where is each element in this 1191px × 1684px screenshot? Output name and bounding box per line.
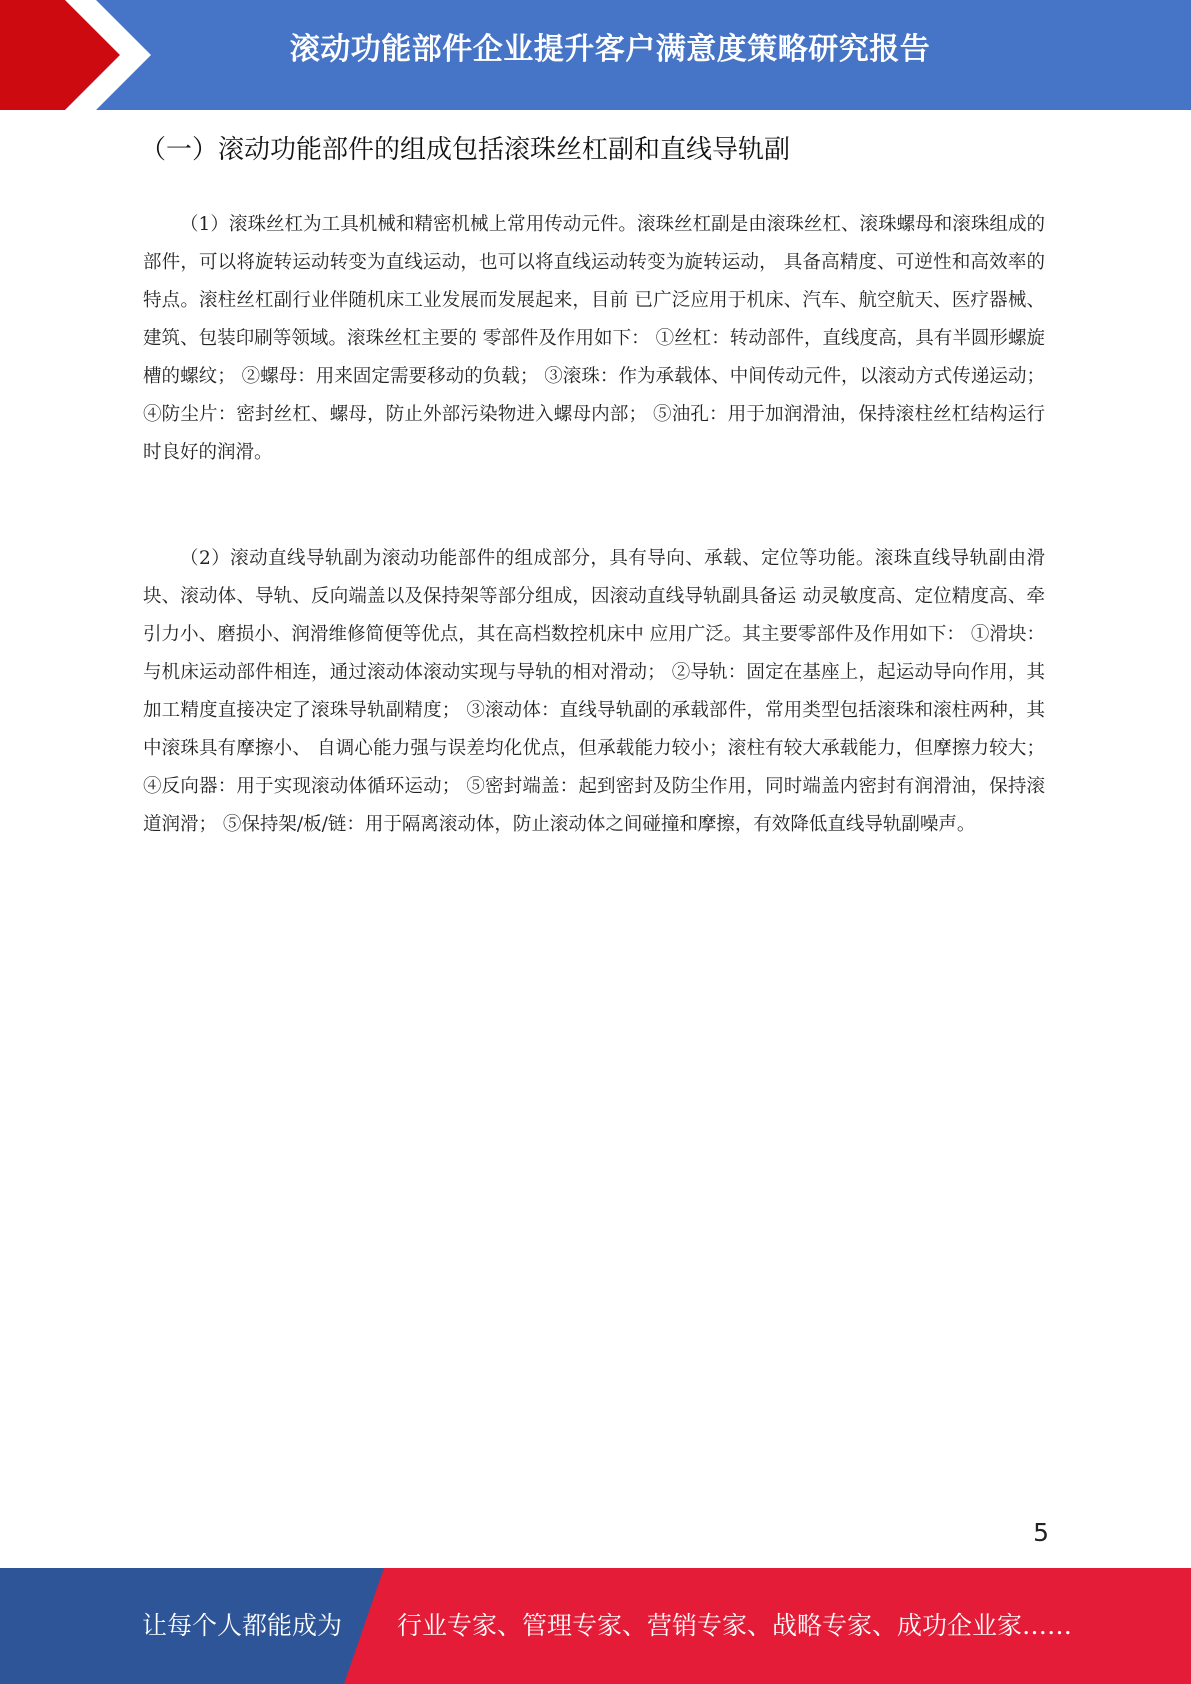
header-arrow-decoration: [0, 0, 160, 110]
paragraph-linear-guide: （2）滚动直线导轨副为滚动功能部件的组成部分，具有导向、承载、定位等功能。滚珠直线导轨副由滑块、滚动体、导轨、反向端盖以及保持架等部分组成，因滚动直线导轨副具备运 动灵敏度高、定位精度高、牵引力小、磨损小、润滑维修简便等优点，其在高档数控机床中 应用广泛。其主要零部件及作用如下： ①滑块：与机床运动部件相连，通过滚动体滚动实现与导轨的相对滑动； ②导轨：固定在基座上，起运动导向作用，其加工精度直接决定了滚珠导轨副精度； ③滚动体：直线导轨副的承载部件，常用类型包括滚珠和滚柱两种，其中滚珠具有摩擦小、 自调心能力强与误差均化优点，但承载能力较小；滚柱有较大承载能力，但摩擦力较大； ④反向器：用于实现滚动体循环运动； ⑤密封端盖：起到密封及防尘作用，同时端盖内密封有润滑油，保持滚道润滑； ⑤保持架/板/链：用于隔离滚动体，防止滚动体之间碰撞和摩擦，有效降低直线导轨副噪声。: [143, 548, 1045, 835]
paragraph-ball-screw: （1）滚珠丝杠为工具机械和精密机械上常用传动元件。滚珠丝杠副是由滚珠丝杠、滚珠螺母和滚珠组成的部件，可以将旋转运动转变为直线运动，也可以将直线运动转变为旋转运动， 具备高精度、可逆性和高效率的特点。滚柱丝杠副行业伴随机床工业发展而发展起来，目前 已广泛应用于机床、汽车、航空航天、医疗器械、建筑、包装印刷等领域。滚珠丝杠主要的 零部件及作用如下： ①丝杠：转动部件，直线度高，具有半圆形螺旋槽的螺纹； ②螺母：用来固定需要移动的负载； ③滚珠：作为承载体、中间传动元件，以滚动方式传递运动； ④防尘片：密封丝杠、螺母，防止外部污染物进入螺母内部； ⑤油孔：用于加润滑油，保持滚柱丝杠结构运行时良好的润滑。: [143, 214, 1045, 463]
section-heading: （一）滚动功能部件的组成包括滚珠丝杠副和直线导轨副: [140, 135, 791, 165]
page-header: [0, 0, 1191, 110]
footer-slogan-right: 行业专家、管理专家、营销专家、战略专家、成功企业家……: [397, 1611, 1073, 1640]
page-footer: [0, 1568, 1191, 1684]
footer-slogan-left: 让每个人都能成为: [142, 1611, 343, 1640]
report-title: 滚动功能部件企业提升客户满意度策略研究报告: [289, 32, 931, 67]
page-number: 5: [1033, 1518, 1049, 1547]
